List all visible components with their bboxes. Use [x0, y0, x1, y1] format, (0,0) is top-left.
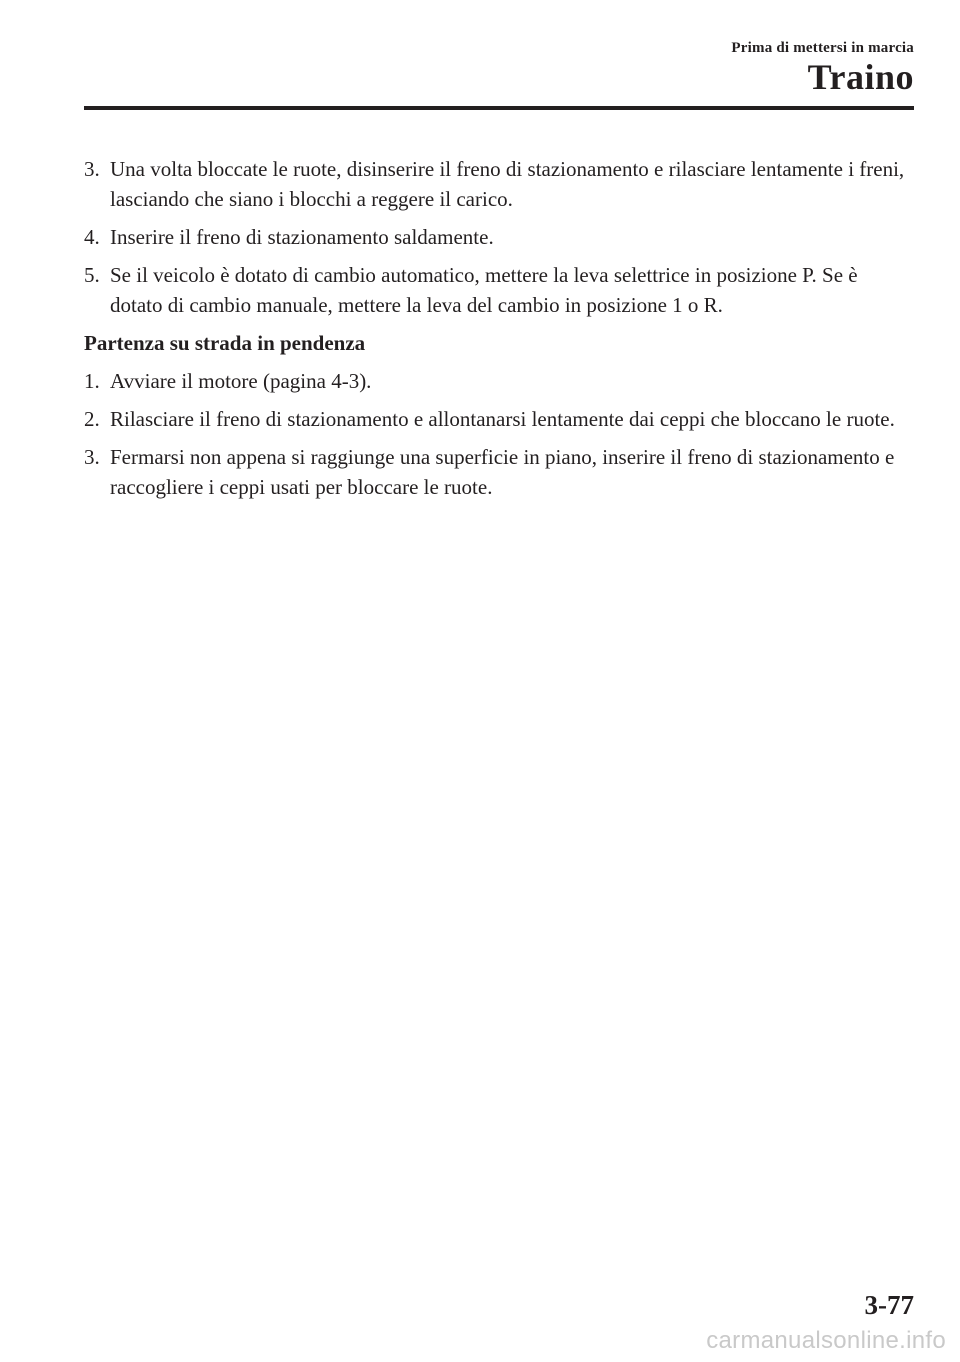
- list-item-text: Fermarsi non appena si raggiunge una superficie in piano, inserire il freno di stazionamento e raccogliere i ceppi usati per bloccare le ruote.: [110, 445, 895, 499]
- list-item: [84, 260, 914, 320]
- page-content: [84, 154, 914, 510]
- header-divider: [84, 106, 914, 110]
- list-item-number: 3.: [84, 445, 100, 469]
- list-item-number: 2.: [84, 407, 100, 431]
- instruction-list-hill-start: [84, 366, 914, 502]
- list-item: [84, 366, 914, 396]
- list-item-number: 4.: [84, 225, 100, 249]
- list-item-text: Rilasciare il freno di stazionamento e allontanarsi lentamente dai ceppi che bloccano le ruote.: [110, 407, 895, 431]
- instruction-list-parking: [84, 154, 914, 320]
- list-item-number: 5.: [84, 263, 100, 287]
- list-item: [84, 154, 914, 214]
- section-header: Prima di mettersi in marcia: [731, 40, 914, 56]
- list-item-number: 1.: [84, 369, 100, 393]
- list-item-text: Avviare il motore (pagina 4-3).: [110, 369, 372, 393]
- list-item-text: Una volta bloccate le ruote, disinserire il freno di stazionamento e rilasciare lentamente i freni, lasciando che siano i blocchi a reggere il carico.: [110, 157, 905, 211]
- list-item-number: 3.: [84, 157, 100, 181]
- list-item: [84, 404, 914, 434]
- list-item-text: Inserire il freno di stazionamento saldamente.: [110, 225, 494, 249]
- list-item: [84, 222, 914, 252]
- page-number: 3-77: [864, 1290, 914, 1320]
- page-title: Traino: [807, 57, 914, 97]
- watermark: carmanualsonline.info: [706, 1327, 946, 1354]
- subheading-hill-start: Partenza su strada in pendenza: [84, 331, 366, 355]
- list-item-text: Se il veicolo è dotato di cambio automatico, mettere la leva selettrice in posizione P. Se è dotato di cambio manuale, mettere la leva del cambio in posizione 1 o R.: [110, 263, 858, 317]
- list-item: [84, 442, 914, 502]
